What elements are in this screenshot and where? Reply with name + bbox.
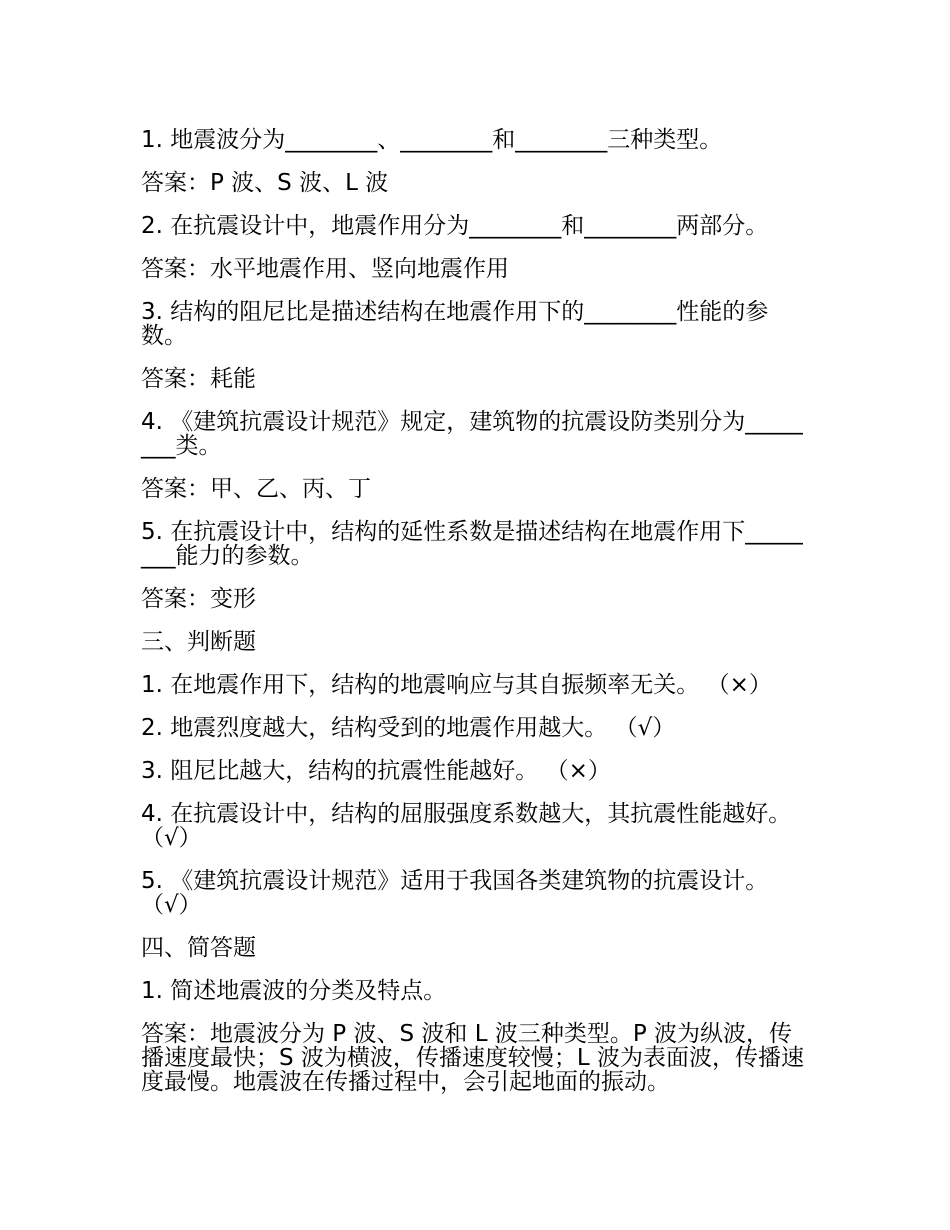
question-4: 4. 《建筑抗震设计规范》规定，建筑物的抗震设防类别分为________类。 <box>141 409 803 459</box>
tf-item-4: 4. 在抗震设计中，结构的屈服强度系数越大，其抗震性能越好。 （√） <box>141 801 799 851</box>
document-page <box>141 128 811 1113</box>
fill-in-section <box>141 128 811 611</box>
question-2: 2. 在抗震设计中，地震作用分为________和________两部分。 <box>141 213 769 239</box>
section-heading-short-answer: 四、简答题 <box>141 935 256 961</box>
answer-2: 答案：水平地震作用、竖向地震作用 <box>141 256 509 282</box>
tf-item-1: 1. 在地震作用下，结构的地震响应与其自振频率无关。 （×） <box>141 672 772 698</box>
tf-item-2: 2. 地震烈度越大，结构受到的地震作用越大。 （√） <box>141 715 676 741</box>
answer-1: 答案：P 波、S 波、L 波 <box>141 170 389 196</box>
tf-item-5: 5. 《建筑抗震设计规范》适用于我国各类建筑物的抗震设计。 （√） <box>141 868 776 918</box>
short-answer-section <box>141 936 811 1094</box>
answer-4: 答案：甲、乙、丙、丁 <box>141 476 371 502</box>
answer-5: 答案：变形 <box>141 586 256 612</box>
tf-item-3: 3. 阻尼比越大，结构的抗震性能越好。 （×） <box>141 758 611 784</box>
true-false-section <box>141 630 811 917</box>
sa-question-1: 1. 简述地震波的分类及特点。 <box>141 978 447 1004</box>
question-1: 1. 地震波分为________、________和________三种类型。 <box>141 127 723 153</box>
answer-3: 答案：耗能 <box>141 366 256 392</box>
question-3: 3. 结构的阻尼比是描述结构在地震作用下的________性能的参数。 <box>141 299 769 349</box>
question-5: 5. 在抗震设计中，结构的延性系数是描述结构在地震作用下________能力的参数。 <box>141 519 803 569</box>
sa-answer-1: 答案：地震波分为 P 波、S 波和 L 波三种类型。P 波为纵波，传播速度最快；S 波为横波，传播速度较慢；L 波为表面波，传播速度最慢。地震波在传播过程中，会引起地面的振动。 <box>141 1021 805 1095</box>
section-heading-true-false: 三、判断题 <box>141 629 256 655</box>
